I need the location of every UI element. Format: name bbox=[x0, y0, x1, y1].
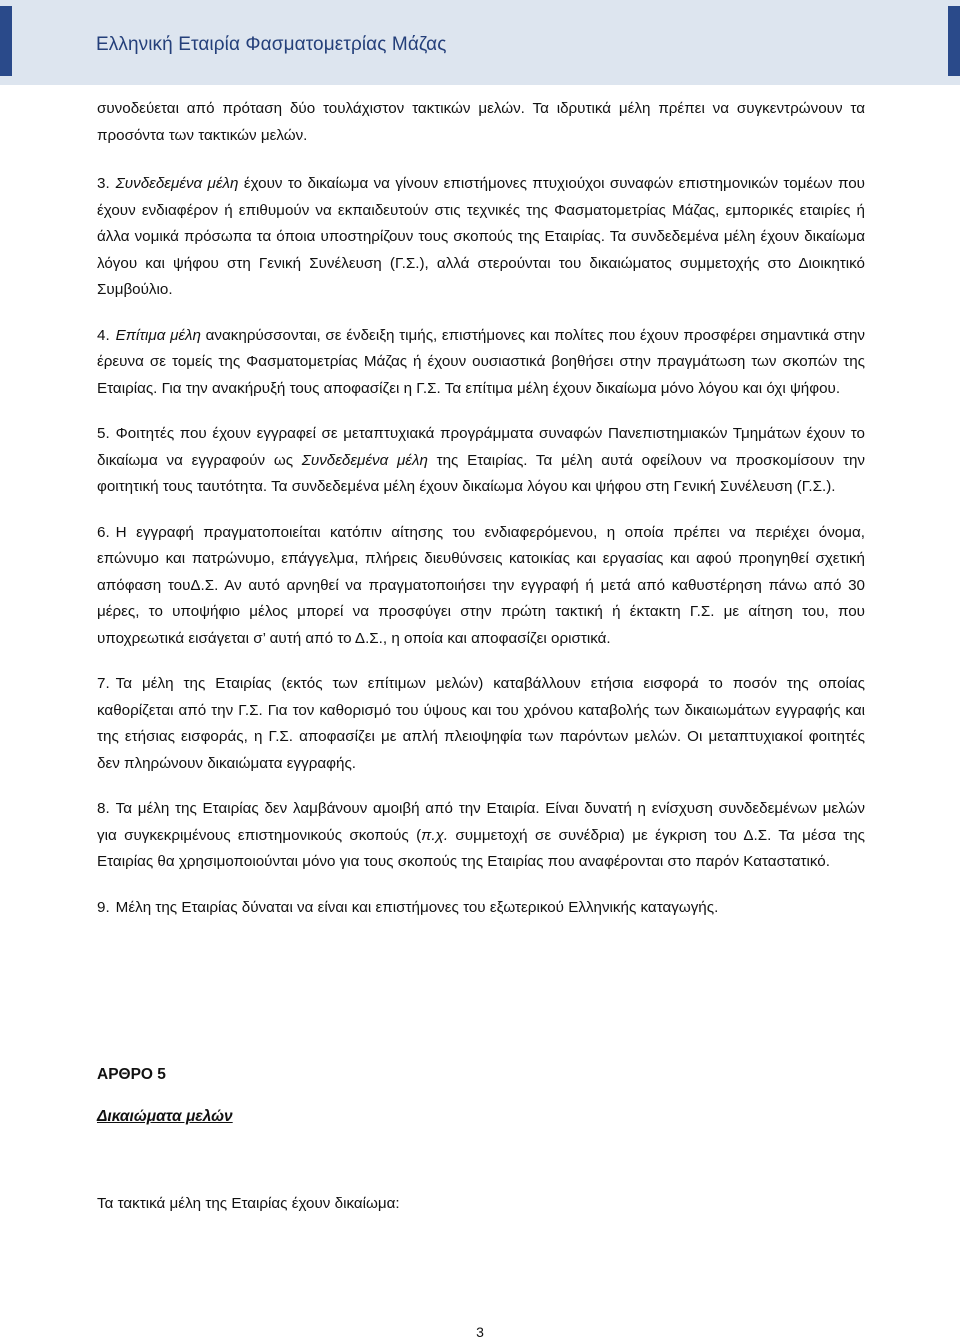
paragraph-number: 4. bbox=[97, 326, 110, 344]
paragraph-number: 5. bbox=[97, 425, 110, 442]
paragraph-7 bbox=[97, 671, 865, 777]
article-subtitle: Δικαιώματα μελών bbox=[97, 1108, 233, 1125]
paragraph-number: 7. bbox=[97, 675, 110, 692]
document-body bbox=[97, 96, 865, 940]
header-title: Ελληνική Εταιρία Φασματομετρίας Μάζας bbox=[96, 34, 447, 55]
paragraph-text: της Εταιρίας. Τα μέλη αυτά οφείλουν να προσκομίσουν την φοιτητική τους ταυτότητα. Τα συνδεδεμένα μέλη έχουν δικαίωμα λόγου και ψήφου στη Γενική Συνέλευση (Γ.Σ.). bbox=[97, 451, 865, 495]
paragraph-text: συμμετοχή σε συνέδρια) με έγκριση του Δ.Σ. Τα μέσα της Εταιρίας θα χρησιμοποιούνται μόνο για τους σκοπούς της Εταιρίας που αναφέρονται στο παρόν Καταστατικό. bbox=[97, 826, 865, 870]
paragraph-3 bbox=[97, 171, 865, 304]
emphasis-term: π.χ. bbox=[421, 826, 449, 844]
paragraph-text: Τα μέλη της Εταιρίας δεν λαμβάνουν αμοιβή από την Εταιρία. Είναι δυνατή η ενίσχυση συνδεδεμένων μελών για συγκεκριμένους επιστημονικούς σκοπούς ( bbox=[97, 800, 865, 844]
emphasis-term: Συνδεδεμένα μέλη bbox=[301, 451, 428, 469]
header-left-accent bbox=[0, 6, 12, 76]
header-right-accent bbox=[948, 6, 960, 76]
page-number: 3 bbox=[476, 1324, 484, 1340]
page-header bbox=[0, 0, 960, 85]
paragraph-4 bbox=[97, 323, 865, 403]
paragraph-text: Η εγγραφή πραγματοποιείται κατόπιν αίτησης του ενδιαφερόμενου, η οποία πρέπει να περιέχει όνομα, επώνυμο και πατρώνυμο, επάγγελμα, πλήρεις διευθύνσεις κατοικίας και εργασίας και αφού προηγηθεί σχετική απόφαση τουΔ.Σ. Αν αυτό αρνηθεί να πραγματοποιήσει την εγγραφή ή μετά από καθυστέρηση πάνω από 30 μέρες, το υποψήφιο μέλος μπορεί να προσφύγει στην πρώτη τακτική ή έκτακτη Γ.Σ. με αίτηση του, που υποχρεωτικά εισάγεται σ’ αυτή από το Δ.Σ., η οποία και αποφασίζει οριστικά. bbox=[97, 523, 865, 647]
paragraph-6 bbox=[97, 520, 865, 653]
paragraph-number: 3. bbox=[97, 175, 110, 192]
paragraph-number: 9. bbox=[97, 898, 110, 916]
paragraph-text: ανακηρύσσονται, σε ένδειξη τιμής, επιστήμονες και πολίτες που έχουν προσφέρει σημαντικά στην έρευνα σε τομείς της Φασματομετρίας Μάζας ή έχουν ουσιαστικά βοηθήσει στην πραγμάτωση των σκοπών της Εταιρίας. Για την ανακήρυξή τους αποφασίζει η Γ.Σ. Τα επίτιμα μέλη έχουν δικαίωμα μόνο λόγου και όχι ψήφου. bbox=[97, 326, 865, 397]
paragraph-text: Τα μέλη της Εταιρίας (εκτός των επίτιμων μελών) καταβάλλουν ετήσια εισφορά το ποσόν της οποίας καθορίζεται από την Γ.Σ. Για τον καθορισμό του ύψους και του χρόνου καταβολής των δικαιωμάτων εγγραφής και της ετήσιας εισφοράς, η Γ.Σ. αποφασίζει με απλή πλειοψηφία των παρόντων μελών. Οι μεταπτυχιακοί φοιτητές δεν πληρώνουν δικαιώματα εγγραφής. bbox=[97, 675, 865, 772]
article-title: ΑΡΘΡΟ 5 bbox=[97, 1066, 166, 1083]
paragraph-continuation bbox=[97, 96, 865, 149]
paragraph-text: Φοιτητές που έχουν εγγραφεί σε μεταπτυχιακά προγράμματα συναφών Πανεπιστημιακών Τμημάτων έχουν το δικαίωμα να εγγραφούν ως bbox=[97, 425, 865, 469]
emphasis-term: Συνδεδεμένα μέλη bbox=[115, 175, 239, 192]
closing-line: Τα τακτικά μέλη της Εταιρίας έχουν δικαίωμα: bbox=[97, 1195, 400, 1212]
paragraph-5 bbox=[97, 421, 865, 501]
paragraph-text: Μέλη της Εταιρίας δύναται να είναι και επιστήμονες του εξωτερικού Ελληνικής καταγωγής. bbox=[115, 898, 719, 916]
paragraph-number: 8. bbox=[97, 800, 110, 817]
emphasis-term: Επίτιμα μέλη bbox=[115, 326, 201, 344]
paragraph-8 bbox=[97, 796, 865, 876]
paragraph-text: έχουν το δικαίωμα να γίνουν επιστήμονες πτυχιούχοι συναφών επιστημονικών τομέων που έχουν ενδιαφέρον ή επιθυμούν να εκπαιδευτούν στις τεχνικές της Φασματομετρίας Μάζας, εμπορικές εταιρίες ή άλλα νομικά πρόσωπα τα όποια υποστηρίζουν τους σκοπούς της Εταιρίας. Τα συνδεδεμένα μέλη έχουν δικαίωμα λόγου και ψήφου στη Γενική Συνέλευση (Γ.Σ.), αλλά στερούνται του δικαιώματος συμμετοχής στο Διοικητικό Συμβούλιο. bbox=[97, 175, 865, 298]
paragraph-number: 6. bbox=[97, 523, 110, 541]
paragraph-9 bbox=[97, 895, 865, 922]
paragraph-text: συνοδεύεται από πρόταση δύο τουλάχιστον τακτικών μελών. Τα ιδρυτικά μέλη πρέπει να συγκεντρώνουν τα προσόντα των τακτικών μελών. bbox=[97, 100, 865, 144]
